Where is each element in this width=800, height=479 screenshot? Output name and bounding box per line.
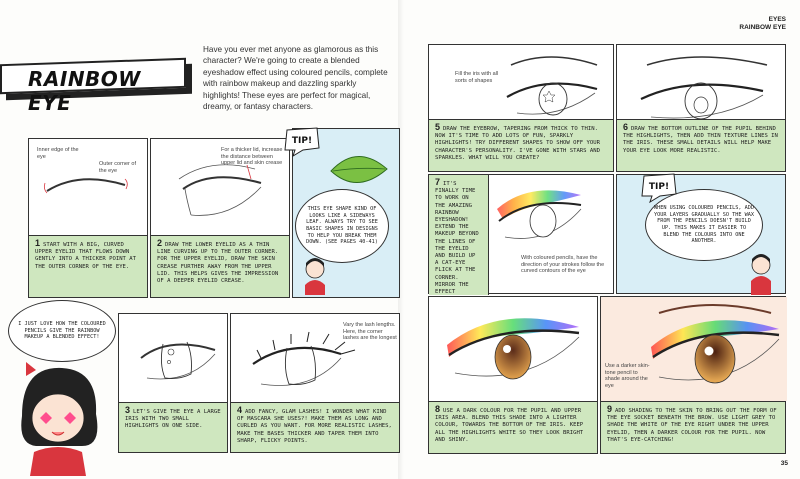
step-caption-2 (151, 235, 289, 297)
note-inner-edge: Inner edge of the eye (37, 147, 79, 160)
leaf-tip-bubble: THIS EYE SHAPE KIND OF LOOKS LIKE A SIDEWAYS LEAF. ALWAYS TRY TO SEE BASIC SHAPES IN DESIGNS TO HELP YOU BREAK THEM DOWN. (SEE PAGES 40-41) (295, 189, 389, 263)
step-text-4: ADD FANCY, GLAM LASHES! I WONDER WHAT KIND OF MASCARA SHE USES?! MAKE THEM AS LONG AND CURLED AS YOU WANT. FOR MORE REALISTIC LASHES, MAKE THE BASES THICKER AND TAPER THEM INTO SHARP, FLICKY POINTS. (237, 409, 392, 444)
step-panel-6 (616, 44, 786, 172)
step-caption-8 (429, 401, 597, 453)
upper-lid-sketch (29, 139, 149, 239)
tip-label-2: TIP! (648, 182, 670, 192)
step-number-3: 3 (125, 405, 131, 415)
step-panel-4 (230, 313, 400, 453)
step-number-1: 1 (35, 238, 41, 248)
step-number-4: 4 (237, 405, 243, 415)
step-text-2: DRAW THE LOWER EYELID AS A THIN LINE CURVING UP TO THE OUTER CORNER. FOR THE UPPER EYELID, DRAW THE SKIN CREASE FURTHER AWAY FROM THE UPPER LID. THIS HELPS GIVES THE IMPRESSION OF A DEEPER EYELID CREASE. (157, 242, 279, 285)
section-tag-category: EYES (768, 16, 786, 23)
eyebrow-sketch (429, 45, 615, 125)
mini-character-icon-2 (741, 251, 781, 295)
leaf-icon (329, 151, 389, 191)
note-pencil-strokes: With coloured pencils, have the direction of your strokes follow the curved contours of the eye (521, 255, 605, 275)
step-panel-9 (600, 296, 786, 454)
rainbow-eyeshadow-sketch (489, 175, 615, 255)
step-number-5: 5 (435, 122, 441, 132)
step-number-8: 8 (435, 404, 441, 414)
step-text-5: DRAW THE EYEBROW, TAPERING FROM THICK TO THIN. NOW IT'S TIME TO ADD LOTS OF FUN, SPARKLY HIGHLIGHTS! TRY DIFFERENT SHAPES TO SHOW OFF YOUR CHARACTER'S PERSONALITY. I'VE GONE WITH STARS AND SPARKLES. WHAT WILL YOU CREATE? (435, 126, 601, 161)
note-darker-skin: Use a darker skin-tone pencil to shade around the eye (605, 363, 650, 389)
step-text-7: IT'S FINALLY TIME TO WORK ON THE AMAZING RAINBOW EYESHADOW! EXTEND THE MAKEUP BEYOND THE LINES OF THE EYELID AND BUILD UP A CAT-EYE FLICK AT THE CORNER. MIRROR THE EFFECT (435, 181, 479, 296)
lower-lid-sketch (151, 139, 291, 239)
step-caption-3 (119, 402, 227, 452)
step-caption-4 (231, 402, 399, 452)
step-panel-1 (28, 138, 148, 298)
step-panel-3 (118, 313, 228, 453)
step-caption-9 (601, 401, 785, 453)
step-text-8: USE A DARK COLOUR FOR THE PUPIL AND UPPER IRIS AREA. BLEND THIS SHADE INTO A LIGHTER COLOUR, TOWARDS THE BOTTOM OF THE IRIS. KEEP ALL THE HIGHLIGHTS WHITE SO THEY LOOK BRIGHT AND SHINY. (435, 408, 584, 443)
step-panel-7 (428, 174, 614, 294)
step-number-7: 7 (435, 177, 441, 187)
note-fill-iris: Fill the iris with all sorts of shapes (455, 71, 499, 84)
step-number-9: 9 (607, 404, 613, 414)
mini-character-icon (297, 255, 337, 295)
step-caption-7 (429, 175, 489, 295)
character-quote-bubble: I JUST LOVE HOW THE COLOURED PENCILS GIVE THE RAINBOW MAKEUP A BLENDED EFFECT! (8, 300, 116, 362)
step-caption-6 (617, 119, 785, 171)
step-panel-2 (150, 138, 290, 298)
tip-label-1: TIP! (291, 136, 313, 146)
section-tag (739, 16, 786, 32)
step-caption-1 (29, 235, 147, 297)
tip-badge-1 (283, 126, 321, 156)
step-number-6: 6 (623, 122, 629, 132)
character-illustration (12, 356, 102, 476)
step-number-2: 2 (157, 238, 163, 248)
section-tag-topic: RAINBOW EYE (739, 24, 786, 31)
pencil-tip-bubble: WHEN USING COLOURED PENCILS, ADD YOUR LAYERS GRADUALLY SO THE WAX FROM THE PENCILS DOESN'T BUILD UP. THIS MAKES IT EASIER TO BLEND THE COLOURS INTO ONE ANOTHER. (645, 189, 763, 261)
step-panel-5 (428, 44, 614, 172)
step-text-3: LET'S GIVE THE EYE A LARGE IRIS WITH TWO SMALL HIGHLIGHTS ON ONE SIDE. (125, 409, 221, 430)
intro-paragraph: Have you ever met anyone as glamorous as this character? We're going to create a blended eyeshadow effect using coloured pencils, complete with rainbow makeup and dazzling sparkly highlights! These eyes are perfect for magical, dreamy, or fantasy characters. (203, 45, 388, 112)
lashes-sketch (231, 314, 401, 404)
pupil-sketch (617, 45, 787, 125)
step-text-1: START WITH A BIG, CURVED UPPER EYELID THAT FLOWS DOWN GENTLY INTO A THICKER POINT AT THE OUTER CORNER OF THE EYE. (35, 242, 137, 270)
step-text-9: ADD SHADING TO THE SKIN TO BRING OUT THE FORM OF THE EYE SOCKET BENEATH THE BROW. USE LIGHT GREY TO SHADE THE WHITE OF THE EYE RIGHT UNDER THE UPPER EYELID, THEN A DARKER COLOUR FOR THE PUPIL. NOW THAT'S EYE-CATCHING! (607, 408, 777, 443)
note-thicker-lid: For a thicker lid, increase the distance between upper lid and skin crease (221, 147, 283, 167)
tip-badge-2 (640, 172, 678, 202)
colored-iris-sketch (429, 297, 599, 397)
step-caption-5 (429, 119, 613, 171)
note-vary-lash: Vary the lash lengths. Here, the corner lashes are the longest (343, 322, 397, 342)
note-outer-corner: Outer corner of the eye (99, 161, 136, 174)
step-text-6: DRAW THE BOTTOM OUTLINE OF THE PUPIL BEHIND THE HIGHLIGHTS, THEN ADD THIN TEXTURE LINES IN THE IRIS. THESE SMALL DETAILS WILL HELP MAKE YOUR EYE LOOK MORE REALISTIC. (623, 126, 778, 154)
iris-sketch (119, 314, 229, 394)
title-banner (0, 55, 190, 115)
step-panel-8 (428, 296, 598, 454)
page-number: 35 (780, 460, 788, 467)
page-title: RAINBOW EYE (28, 67, 141, 115)
